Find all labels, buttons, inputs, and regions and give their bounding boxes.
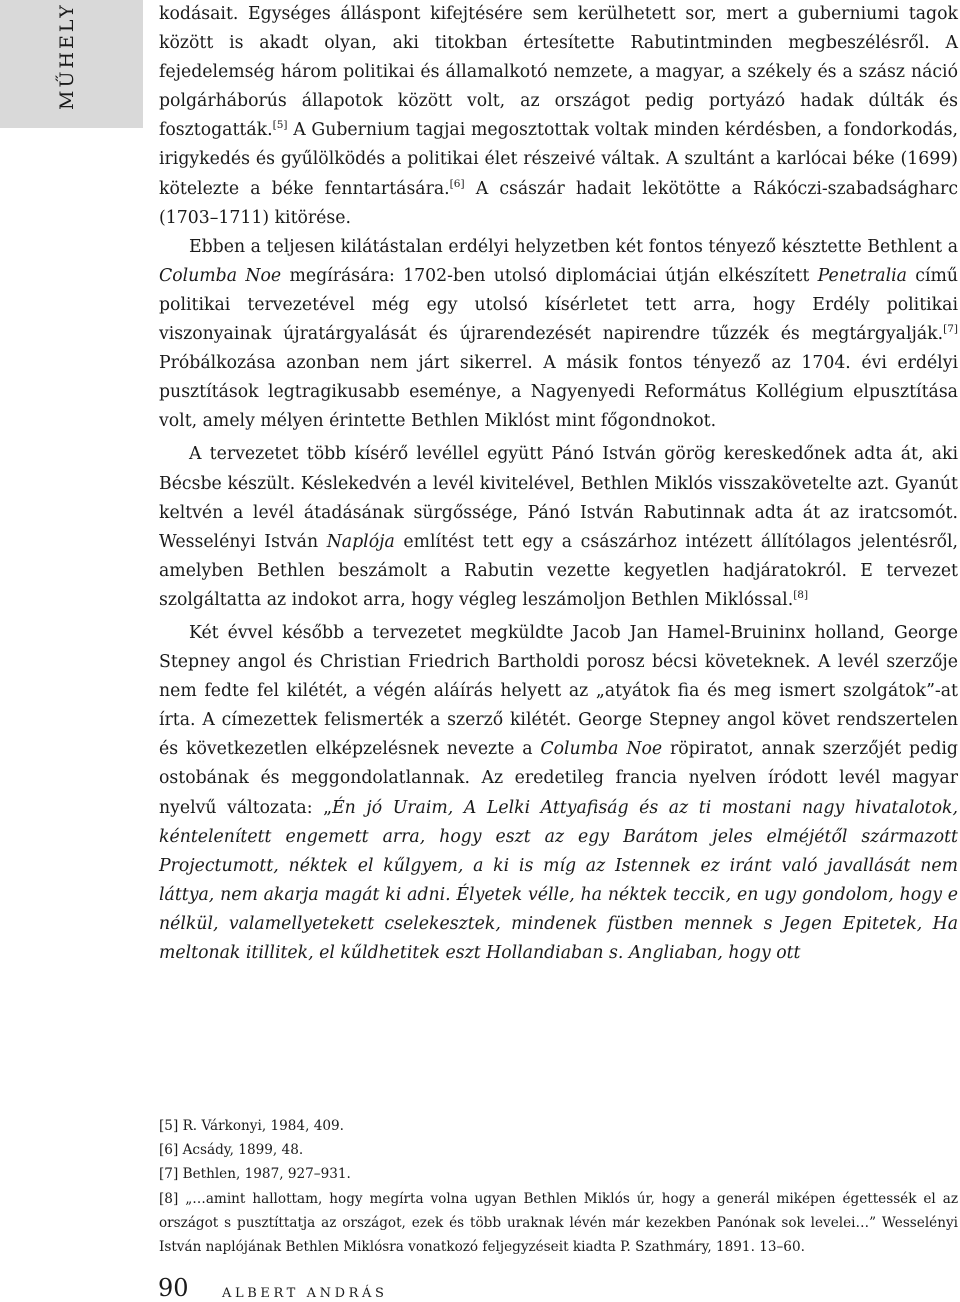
- section-tab: [0, 0, 143, 128]
- footnote: [5] R. Várkonyi, 1984, 409.: [159, 1118, 344, 1134]
- text-run: A tervezetet több kísérő levéllel együtt Pánó István görög kereskedőnek adta át, aki Bécsbe készült. Késlekedvén a levél kivitelével, Bethlen Miklós visszakövetelte azt. Gyanút keltvén a levél átadásának sürgőssége, Pánó István Rabutinnak adta át az iratcsomót. Wesselényi István: [159, 444, 958, 552]
- footnote: [7] Bethlen, 1987, 927–931.: [159, 1166, 351, 1183]
- text-run: A Gubernium tagjai megosztottak voltak minden kérdésben, a fondorkodás, irigykedés és gyűlölködés a politikai élet részeivé váltak. A szultánt a karlócai béke (1699) kötelezte a béke fenntartására.: [159, 120, 958, 199]
- text-run: A császár hadait lekötötte a Rákóczi-szabadságharc (1703–1711) kitörése.: [159, 178, 958, 228]
- footnote-ref[interactable]: [5]: [272, 119, 288, 132]
- paragraph: [159, 0, 958, 233]
- page-number: 90: [158, 1274, 189, 1302]
- paragraph: [159, 619, 958, 968]
- italic-title: Columba Noe: [159, 265, 282, 286]
- footnote: [6] Acsády, 1899, 48.: [159, 1142, 304, 1159]
- text-run: kodásait. Egységes álláspont kifejtésére sem kerülhetett sor, mert a guberniumi tagok között is akadt olyan, aki titokban értesítette Rabutintminden megbeszélésről. A fejedelemség három politikai és államalkotó nemzete, a magyar, a székely és a szász náció polgárháborús állapotok között volt, az országot pedig portyázó hadak dúlták és fosztogatták.: [159, 4, 958, 141]
- section-label: MŰHELY: [56, 2, 78, 110]
- text-run: Két évvel később a tervezetet megküldte Jacob Jan Hamel-Bruininx holland, George Stepney angol és Christian Friedrich Bartholdi porosz bécsi követeknek. A levél szerzője nem fedte fel kilétét, a végén aláírás helyett az „atyátok fia és meg ismert szolgátok”-at írta. A címezettek felismerték a szerző kilétét. George Stepney angol követ rendszertelen és következetlen elképzelésnek nevezte a: [159, 622, 958, 760]
- text-run: említést tett egy a császárhoz intézett állítólagos jelentésről, amelyben Bethlen beszámolt a Rabutin vezette kegyetlen hadjáratokról. E tervezet szolgáltatta az indokot arra, hogy végleg leszámoljon Bethlen Miklóssal.: [159, 531, 958, 610]
- italic-title: Columba Noe: [540, 739, 663, 760]
- italic-quote: Én jó Uraim, A Lelki Attyafiság és az ti mostani nagy hivatalotok, kéntelenített engemett arra, hogy eszt az egy Barátom jeles elméjétől származott Projectumott, néktek el kűlgyem, a ki is míg az Istennek ez iránt való javallását nem láttya, nem akarja magát ki adni. Élyetek vélle, ha néktek teccik, en ugy gondolom, hogy e nélkül, valamellyetekett cselekesztek, mindenek füstben mennek s Jegen Epitetek, Ha meltonak itillitek, el kűldhetitek eszt Hollandiaban s. Angliaban, hogy ott: [159, 797, 958, 963]
- footnote: [8] „…amint hallottam, hogy megírta volna ugyan Bethlen Miklós úr, hogy a generál miképen égettessék el az országot s pusztíttatja az országot, ezek és több uraknak lévén már kezekben Panónak sok levelei…” Wesselényi István naplójának Bethlen Miklósra vonatkozó feljegyzéseit kiadta P. Szathmáry, 1891. 13–60.: [159, 1190, 958, 1256]
- footnote-ref[interactable]: [6]: [449, 177, 465, 190]
- main-text: [159, 0, 958, 968]
- italic-title: Naplója: [326, 531, 395, 552]
- footnote-ref[interactable]: [8]: [793, 588, 809, 601]
- text-run: röpiratot, annak szerzőjét pedig ostobának és meggondolatlannak. Az eredetileg francia nyelven íródott levél magyar nyelvű változata: „: [159, 739, 958, 818]
- text-run: Próbálkozása azonban nem járt sikerrel. A másik fontos tényező az 1704. évi erdélyi pusztítások legtragikusabb eseménye, a Nagyenyedi Református Kollégium elpusztítása volt, amely mélyen érintette Bethlen Miklóst mint főgondnokot.: [159, 353, 958, 432]
- text-run: megírására: 1702-ben utolsó diplomáciai útján elkészített: [281, 265, 818, 286]
- paragraph: [159, 440, 958, 615]
- footnotes: [159, 1114, 958, 1259]
- paragraph: [159, 233, 958, 437]
- running-footer-author: ALBERT ANDRÁS: [222, 1286, 388, 1301]
- italic-title: Penetralia: [817, 265, 907, 286]
- text-run: című politikai tervezetével még egy utolsó kísérletet tett arra, hogy Erdély politikai viszonyainak újratárgyalását és újrarendezését napirendre tűzzék és megtárgyalják.: [159, 265, 959, 345]
- text-run: Ebben a teljesen kilátástalan erdélyi helyzetben két fontos tényező késztette Bethlent a: [189, 236, 958, 257]
- footnote-ref[interactable]: [7]: [943, 323, 958, 336]
